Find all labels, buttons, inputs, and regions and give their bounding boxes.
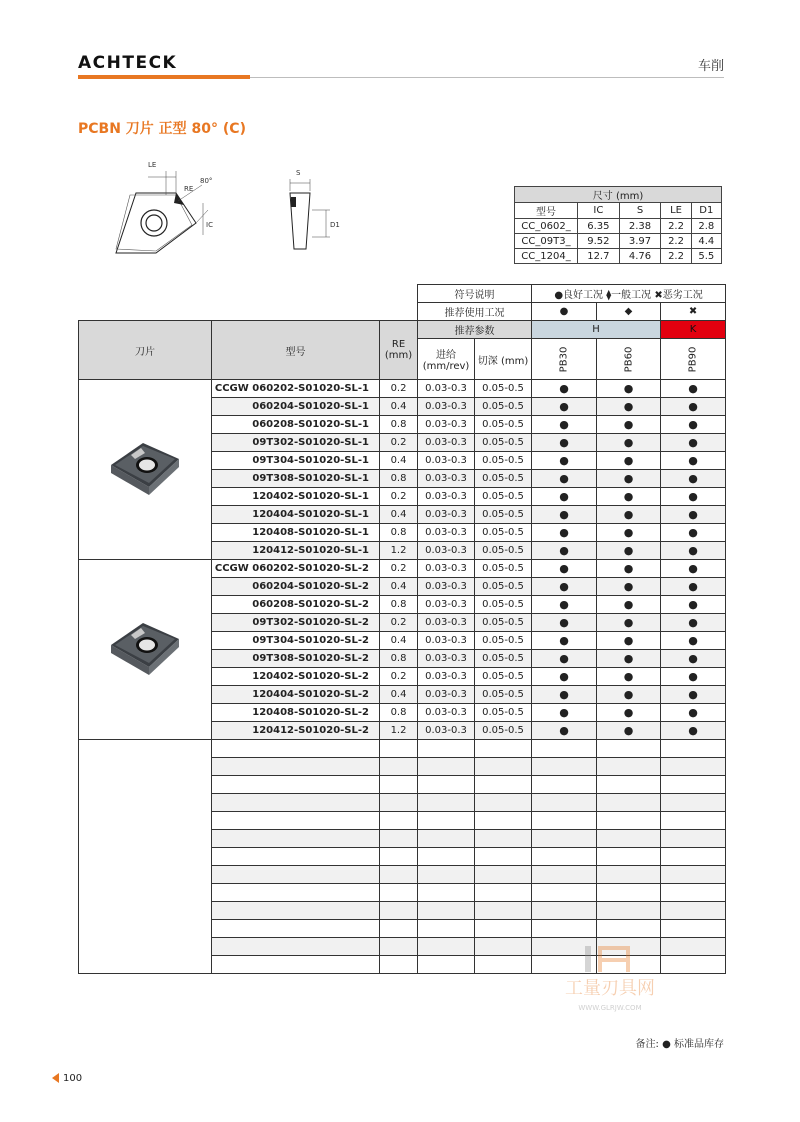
- empty-cell: [475, 938, 532, 956]
- legend-text: ●良好工况 ⧫一般工况 ✖恶劣工况: [532, 285, 726, 303]
- depth-cell: 0.05-0.5: [475, 470, 532, 488]
- empty-cell: [532, 884, 597, 902]
- empty-cell: [597, 758, 661, 776]
- dimension-table-header: [515, 203, 722, 219]
- grade-availability-dot: ●: [597, 650, 661, 668]
- feed-cell: 0.03-0.3: [418, 380, 475, 398]
- empty-cell: [597, 848, 661, 866]
- model-cell: CCGW 060202-S01020-SL-2: [212, 560, 380, 578]
- re-cell: 0.2: [380, 434, 418, 452]
- legend-label: 符号说明: [418, 285, 532, 303]
- depth-cell: 0.05-0.5: [475, 560, 532, 578]
- empty-cell: [212, 956, 380, 974]
- empty-cell: [418, 956, 475, 974]
- empty-cell: [380, 830, 418, 848]
- empty-cell: [418, 740, 475, 758]
- empty-cell: [380, 776, 418, 794]
- depth-cell: 0.05-0.5: [475, 398, 532, 416]
- empty-cell: [212, 902, 380, 920]
- re-cell: 0.4: [380, 452, 418, 470]
- re-cell: 0.2: [380, 380, 418, 398]
- grade-availability-dot: ●: [597, 632, 661, 650]
- model-cell: 060204-S01020-SL-2: [212, 578, 380, 596]
- dimension-table-row: [515, 219, 722, 234]
- feed-cell: 0.03-0.3: [418, 668, 475, 686]
- grade-availability-dot: ●: [661, 398, 726, 416]
- grade-availability-dot: ●: [661, 506, 726, 524]
- depth-cell: 0.05-0.5: [475, 704, 532, 722]
- re-cell: 1.2: [380, 722, 418, 740]
- grade-availability-dot: ●: [597, 434, 661, 452]
- grade-availability-dot: ●: [532, 542, 597, 560]
- col-header-insert: 刀片: [79, 321, 212, 380]
- depth-cell: 0.05-0.5: [475, 434, 532, 452]
- grade-availability-dot: ●: [532, 722, 597, 740]
- grade-availability-dot: ●: [532, 398, 597, 416]
- grade-availability-dot: ●: [661, 560, 726, 578]
- model-cell: 120408-S01020-SL-1: [212, 524, 380, 542]
- empty-cell: [597, 812, 661, 830]
- depth-cell: 0.05-0.5: [475, 686, 532, 704]
- empty-cell: [661, 866, 726, 884]
- empty-cell: [661, 902, 726, 920]
- re-cell: 0.2: [380, 614, 418, 632]
- feed-cell: 0.03-0.3: [418, 650, 475, 668]
- depth-cell: 0.05-0.5: [475, 596, 532, 614]
- dimension-table-cell: 3.97: [619, 234, 661, 249]
- insert-image-cell: [79, 560, 212, 740]
- grade-availability-dot: ●: [532, 704, 597, 722]
- model-cell: 060204-S01020-SL-1: [212, 398, 380, 416]
- empty-cell: [661, 776, 726, 794]
- grade-pb60: [597, 339, 661, 380]
- model-cell: 060208-S01020-SL-1: [212, 416, 380, 434]
- dimension-table-row: [515, 234, 722, 249]
- empty-cell: [212, 740, 380, 758]
- empty-cell: [532, 758, 597, 776]
- grade-availability-dot: ●: [597, 416, 661, 434]
- re-cell: 0.8: [380, 650, 418, 668]
- page-arrow-icon: [52, 1073, 59, 1083]
- watermark-text: 工量刃具网: [565, 978, 655, 999]
- grade-label: PB30: [558, 346, 570, 372]
- grade-availability-dot: ●: [597, 614, 661, 632]
- re-cell: 0.4: [380, 632, 418, 650]
- dimension-table-caption: 尺寸 (mm): [515, 187, 722, 203]
- model-cell: 120404-S01020-SL-2: [212, 686, 380, 704]
- dimension-table-row: [515, 249, 722, 264]
- model-cell: 09T302-S01020-SL-1: [212, 434, 380, 452]
- grade-availability-dot: ●: [661, 686, 726, 704]
- model-cell: 120402-S01020-SL-2: [212, 668, 380, 686]
- header-accent-bar: [78, 75, 250, 79]
- empty-cell: [418, 848, 475, 866]
- empty-cell: [212, 938, 380, 956]
- feed-cell: 0.03-0.3: [418, 398, 475, 416]
- grade-availability-dot: ●: [597, 722, 661, 740]
- empty-cell: [532, 794, 597, 812]
- depth-cell: 0.05-0.5: [475, 524, 532, 542]
- empty-cell: [475, 758, 532, 776]
- depth-cell: 0.05-0.5: [475, 506, 532, 524]
- empty-cell: [380, 938, 418, 956]
- empty-cell: [418, 830, 475, 848]
- feed-cell: 0.03-0.3: [418, 434, 475, 452]
- dimension-table-cell: 2.2: [661, 234, 691, 249]
- footer-note: 备注: ● 标准品库存: [635, 1039, 724, 1050]
- feed-cell: 0.03-0.3: [418, 632, 475, 650]
- model-cell: 120412-S01020-SL-1: [212, 542, 380, 560]
- dim-header: S: [619, 203, 661, 219]
- dimension-table-cell: 2.2: [661, 219, 691, 234]
- grade-availability-dot: ●: [661, 722, 726, 740]
- re-cell: 0.4: [380, 398, 418, 416]
- dim-header: LE: [661, 203, 691, 219]
- feed-cell: 0.03-0.3: [418, 596, 475, 614]
- depth-cell: 0.05-0.5: [475, 722, 532, 740]
- empty-cell: [418, 938, 475, 956]
- grade-availability-dot: ●: [661, 596, 726, 614]
- insert-side-view-drawing: [278, 165, 348, 260]
- grade-availability-dot: ●: [597, 452, 661, 470]
- empty-cell: [212, 884, 380, 902]
- empty-cell: [597, 830, 661, 848]
- insert-top-view-drawing: [108, 155, 218, 265]
- label-re: RE: [184, 185, 194, 193]
- re-cell: 0.4: [380, 686, 418, 704]
- grade-availability-dot: ●: [597, 686, 661, 704]
- empty-cell: [380, 920, 418, 938]
- grade-label: PB60: [623, 346, 635, 372]
- empty-row: [79, 740, 726, 758]
- empty-cell: [475, 848, 532, 866]
- model-cell: 09T308-S01020-SL-2: [212, 650, 380, 668]
- grade-availability-dot: ●: [532, 380, 597, 398]
- table-row: [79, 380, 726, 398]
- empty-cell: [380, 812, 418, 830]
- grade-availability-dot: ●: [532, 686, 597, 704]
- empty-cell: [380, 758, 418, 776]
- label-angle: 80°: [200, 177, 213, 185]
- grade-availability-dot: ●: [661, 578, 726, 596]
- grade-availability-dot: ●: [661, 542, 726, 560]
- use-condition-label: 推荐使用工况: [418, 303, 532, 321]
- empty-cell: [475, 866, 532, 884]
- label-s: S: [296, 169, 301, 177]
- empty-cell: [661, 884, 726, 902]
- grade-availability-dot: ●: [532, 632, 597, 650]
- feed-cell: 0.03-0.3: [418, 578, 475, 596]
- empty-cell: [532, 830, 597, 848]
- model-cell: 060208-S01020-SL-2: [212, 596, 380, 614]
- page-number: [52, 1073, 82, 1084]
- empty-cell: [661, 920, 726, 938]
- empty-cell: [212, 920, 380, 938]
- empty-cell: [380, 956, 418, 974]
- grade-availability-dot: ●: [661, 488, 726, 506]
- model-cell: 120412-S01020-SL-2: [212, 722, 380, 740]
- watermark-logo: [540, 944, 680, 1014]
- empty-cell: [212, 758, 380, 776]
- depth-cell: 0.05-0.5: [475, 416, 532, 434]
- dimension-table-cell: 4.76: [619, 249, 661, 264]
- grade-availability-dot: ●: [532, 434, 597, 452]
- depth-cell: 0.05-0.5: [475, 380, 532, 398]
- empty-cell: [418, 758, 475, 776]
- re-cell: 0.8: [380, 704, 418, 722]
- re-cell: 0.2: [380, 560, 418, 578]
- grade-label: PB90: [687, 346, 699, 372]
- empty-cell: [597, 902, 661, 920]
- grade-availability-dot: ●: [532, 506, 597, 524]
- empty-cell: [418, 866, 475, 884]
- label-d1: D1: [330, 221, 340, 229]
- re-cell: 1.2: [380, 542, 418, 560]
- recommend-param-label: 推荐参数: [418, 321, 532, 339]
- empty-cell: [212, 830, 380, 848]
- grade-availability-dot: ●: [532, 470, 597, 488]
- dimension-table-cell: 2.38: [619, 219, 661, 234]
- group-k: K: [661, 321, 726, 339]
- grade-availability-dot: ●: [532, 578, 597, 596]
- dimension-table-cell: CC_09T3_: [515, 234, 578, 249]
- empty-cell: [380, 794, 418, 812]
- re-cell: 0.8: [380, 470, 418, 488]
- empty-cell: [212, 812, 380, 830]
- page-title: PCBN 刀片 正型 80° (C): [78, 121, 246, 137]
- depth-cell: 0.05-0.5: [475, 632, 532, 650]
- grade-availability-dot: ●: [597, 380, 661, 398]
- grade-availability-dot: ●: [661, 434, 726, 452]
- empty-cell: [212, 848, 380, 866]
- dim-header: 型号: [515, 203, 578, 219]
- product-table: [78, 284, 726, 974]
- empty-cell: [418, 794, 475, 812]
- empty-cell: [661, 794, 726, 812]
- grade-availability-dot: ●: [597, 668, 661, 686]
- grade-availability-dot: ●: [532, 488, 597, 506]
- empty-cell: [532, 920, 597, 938]
- feed-cell: 0.03-0.3: [418, 506, 475, 524]
- empty-cell: [661, 812, 726, 830]
- empty-cell: [597, 776, 661, 794]
- empty-cell: [597, 866, 661, 884]
- empty-cell: [532, 740, 597, 758]
- empty-cell: [475, 956, 532, 974]
- section-title: 车削: [697, 59, 724, 74]
- dimension-table-cell: 2.2: [661, 249, 691, 264]
- empty-cell: [661, 830, 726, 848]
- col-header-re: RE (mm): [380, 321, 418, 380]
- dimension-table-cell: CC_0602_: [515, 219, 578, 234]
- empty-cell: [661, 758, 726, 776]
- re-cell: 0.2: [380, 668, 418, 686]
- depth-cell: 0.05-0.5: [475, 578, 532, 596]
- feed-cell: 0.03-0.3: [418, 686, 475, 704]
- grade-availability-dot: ●: [597, 398, 661, 416]
- empty-insert-cell: [79, 740, 212, 974]
- re-cell: 0.2: [380, 488, 418, 506]
- insert-image: [105, 615, 185, 681]
- insert-image: [105, 435, 185, 501]
- empty-cell: [532, 812, 597, 830]
- re-cell: 0.8: [380, 524, 418, 542]
- label-ic: IC: [206, 221, 213, 229]
- insert-image-cell: [79, 380, 212, 560]
- grade-availability-dot: ●: [597, 470, 661, 488]
- empty-cell: [661, 740, 726, 758]
- grade-availability-dot: ●: [661, 668, 726, 686]
- depth-cell: 0.05-0.5: [475, 668, 532, 686]
- grade-availability-dot: ●: [661, 470, 726, 488]
- empty-cell: [597, 740, 661, 758]
- grade-availability-dot: ●: [661, 416, 726, 434]
- use-symbol-bad: ✖: [661, 303, 726, 321]
- feed-cell: 0.03-0.3: [418, 722, 475, 740]
- grade-pb30: [532, 339, 597, 380]
- empty-cell: [532, 848, 597, 866]
- grade-availability-dot: ●: [597, 596, 661, 614]
- feed-cell: 0.03-0.3: [418, 416, 475, 434]
- dimension-table-cell: 5.5: [691, 249, 721, 264]
- empty-cell: [418, 920, 475, 938]
- empty-cell: [475, 812, 532, 830]
- model-cell: 09T304-S01020-SL-2: [212, 632, 380, 650]
- grade-availability-dot: ●: [597, 578, 661, 596]
- empty-cell: [418, 884, 475, 902]
- label-le: LE: [148, 161, 157, 169]
- dimension-table-cell: 9.52: [578, 234, 620, 249]
- table-row: [79, 560, 726, 578]
- grade-availability-dot: ●: [532, 524, 597, 542]
- dimension-table-cell: CC_1204_: [515, 249, 578, 264]
- feed-cell: 0.03-0.3: [418, 452, 475, 470]
- grade-availability-dot: ●: [532, 416, 597, 434]
- re-cell: 0.4: [380, 506, 418, 524]
- model-cell: CCGW 060202-S01020-SL-1: [212, 380, 380, 398]
- grade-availability-dot: ●: [532, 668, 597, 686]
- empty-cell: [475, 794, 532, 812]
- empty-cell: [475, 740, 532, 758]
- col-header-model: 型号: [212, 321, 380, 380]
- re-cell: 0.8: [380, 596, 418, 614]
- empty-cell: [418, 812, 475, 830]
- empty-cell: [380, 740, 418, 758]
- empty-cell: [532, 776, 597, 794]
- feed-cell: 0.03-0.3: [418, 542, 475, 560]
- empty-cell: [380, 848, 418, 866]
- use-symbol-normal: ◆: [597, 303, 661, 321]
- empty-cell: [475, 902, 532, 920]
- grade-availability-dot: ●: [661, 380, 726, 398]
- feed-cell: 0.03-0.3: [418, 614, 475, 632]
- watermark-url: WWW.GLRJW.COM: [578, 1004, 642, 1012]
- empty-cell: [418, 902, 475, 920]
- feed-cell: 0.03-0.3: [418, 704, 475, 722]
- feed-cell: 0.03-0.3: [418, 470, 475, 488]
- grade-availability-dot: ●: [597, 560, 661, 578]
- empty-cell: [475, 776, 532, 794]
- col-header-depth: 切深 (mm): [475, 339, 532, 380]
- col-header-feed: 进给 (mm/rev): [418, 339, 475, 380]
- model-cell: 09T304-S01020-SL-1: [212, 452, 380, 470]
- empty-cell: [380, 884, 418, 902]
- grade-availability-dot: ●: [532, 614, 597, 632]
- empty-cell: [380, 902, 418, 920]
- feed-cell: 0.03-0.3: [418, 488, 475, 506]
- model-cell: 09T302-S01020-SL-2: [212, 614, 380, 632]
- dim-header: D1: [691, 203, 721, 219]
- depth-cell: 0.05-0.5: [475, 488, 532, 506]
- grade-pb90: [661, 339, 726, 380]
- depth-cell: 0.05-0.5: [475, 614, 532, 632]
- empty-cell: [475, 884, 532, 902]
- empty-cell: [532, 902, 597, 920]
- grade-availability-dot: ●: [532, 650, 597, 668]
- re-cell: 0.4: [380, 578, 418, 596]
- grade-availability-dot: ●: [661, 632, 726, 650]
- dimension-table-cell: 6.35: [578, 219, 620, 234]
- empty-cell: [597, 920, 661, 938]
- model-cell: 120408-S01020-SL-2: [212, 704, 380, 722]
- grade-availability-dot: ●: [597, 704, 661, 722]
- empty-cell: [418, 776, 475, 794]
- group-h: H: [532, 321, 661, 339]
- grade-availability-dot: ●: [661, 614, 726, 632]
- re-cell: 0.8: [380, 416, 418, 434]
- page-number-text: 100: [63, 1073, 83, 1084]
- empty-cell: [532, 866, 597, 884]
- depth-cell: 0.05-0.5: [475, 650, 532, 668]
- grade-availability-dot: ●: [661, 524, 726, 542]
- empty-cell: [597, 794, 661, 812]
- dim-header: IC: [578, 203, 620, 219]
- grade-availability-dot: ●: [661, 650, 726, 668]
- empty-cell: [212, 866, 380, 884]
- grade-availability-dot: ●: [661, 704, 726, 722]
- dimension-table-cell: 4.4: [691, 234, 721, 249]
- model-cell: 120404-S01020-SL-1: [212, 506, 380, 524]
- use-symbol-good: ●: [532, 303, 597, 321]
- grade-availability-dot: ●: [661, 452, 726, 470]
- empty-cell: [475, 920, 532, 938]
- grade-availability-dot: ●: [532, 596, 597, 614]
- dimension-table-cell: 2.8: [691, 219, 721, 234]
- grade-availability-dot: ●: [597, 488, 661, 506]
- grade-availability-dot: ●: [597, 506, 661, 524]
- empty-cell: [380, 866, 418, 884]
- empty-cell: [661, 848, 726, 866]
- feed-cell: 0.03-0.3: [418, 560, 475, 578]
- grade-availability-dot: ●: [532, 560, 597, 578]
- empty-cell: [597, 884, 661, 902]
- grade-availability-dot: ●: [532, 452, 597, 470]
- grade-availability-dot: ●: [597, 542, 661, 560]
- empty-cell: [212, 794, 380, 812]
- brand-logo: ACHTECK: [78, 53, 178, 73]
- model-cell: 09T308-S01020-SL-1: [212, 470, 380, 488]
- model-cell: 120402-S01020-SL-1: [212, 488, 380, 506]
- depth-cell: 0.05-0.5: [475, 452, 532, 470]
- grade-availability-dot: ●: [597, 524, 661, 542]
- dimension-table-cell: 12.7: [578, 249, 620, 264]
- empty-cell: [212, 776, 380, 794]
- dimension-table: [514, 186, 722, 264]
- depth-cell: 0.05-0.5: [475, 542, 532, 560]
- empty-cell: [475, 830, 532, 848]
- feed-cell: 0.03-0.3: [418, 524, 475, 542]
